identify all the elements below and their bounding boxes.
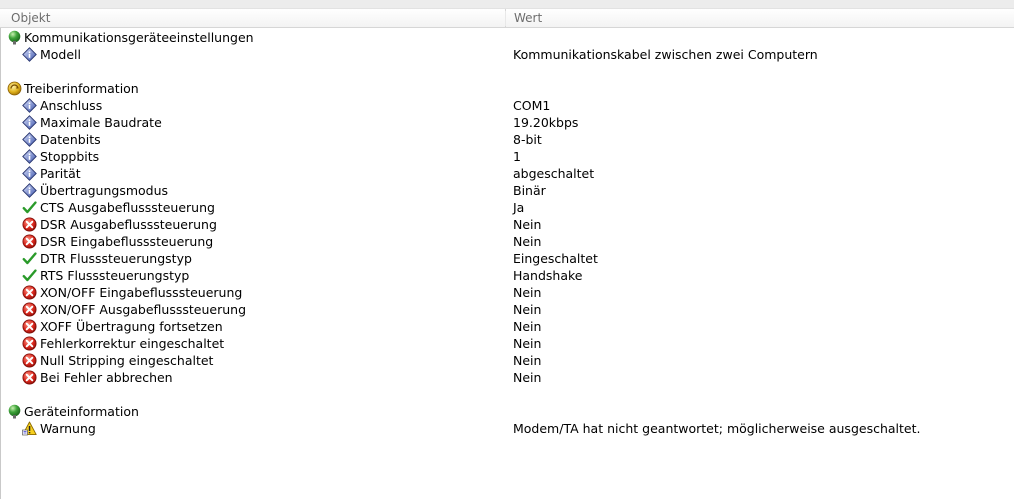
item-label: Modell [40,47,82,62]
item-value: Nein [513,285,542,300]
item-value: Handshake [513,268,583,283]
info-diamond-icon [22,47,37,62]
item-value: COM1 [513,98,551,113]
driver-icon [7,81,22,96]
item-label: Fehlerkorrektur eingeschaltet [40,336,225,351]
list-item[interactable] [0,301,1014,318]
item-label: XON/OFF Ausgabeflusssteuerung [40,302,247,317]
list-item[interactable] [0,131,1014,148]
info-diamond-icon [22,183,37,198]
item-value: Ja [513,200,525,215]
item-value: Nein [513,234,542,249]
item-value: Kommunikationskabel zwischen zwei Computern [513,47,818,62]
item-value: 8-bit [513,132,542,147]
item-value: Modem/TA hat nicht geantwortet; möglicherweise ausgeschaltet. [513,421,921,436]
value-cell [513,318,541,335]
item-label: Stoppbits [40,149,100,164]
info-diamond-icon [22,149,37,164]
info-diamond-icon [22,98,37,113]
value-cell [513,46,818,63]
list-item[interactable] [0,250,1014,267]
value-cell [513,182,546,199]
list-header [0,8,1014,28]
properties-list [0,29,1014,437]
info-diamond-icon [22,132,37,147]
value-cell [513,250,598,267]
value-cell [513,199,524,216]
group-row[interactable] [0,403,1014,420]
item-label: Bei Fehler abbrechen [40,370,173,385]
group-row[interactable] [0,29,1014,46]
column-header-value[interactable]: Wert [514,11,543,25]
list-item[interactable] [0,114,1014,131]
list-item[interactable] [0,148,1014,165]
group-spacer [0,63,1014,80]
item-value: Binär [513,183,546,198]
error-x-icon [22,302,37,317]
error-x-icon [22,336,37,351]
group-label: Treiberinformation [24,81,139,96]
green-ball-icon [7,404,22,419]
item-label: DSR Ausgabeflusssteuerung [40,217,217,232]
item-value: Nein [513,302,542,317]
item-label: DSR Eingabeflusssteuerung [40,234,214,249]
value-cell [513,420,920,437]
value-cell [513,131,542,148]
group-label: Kommunikationsgeräteeinstellungen [24,30,254,45]
item-value: abgeschaltet [513,166,595,181]
group-label: Geräteinformation [24,404,139,419]
error-x-icon [22,353,37,368]
item-label: XOFF Übertragung fortsetzen [40,319,223,334]
item-label: Datenbits [40,132,101,147]
item-value: Nein [513,370,542,385]
list-item[interactable] [0,335,1014,352]
value-cell [513,369,541,386]
item-label: CTS Ausgabeflusssteuerung [40,200,215,215]
value-cell [513,97,550,114]
value-cell [513,267,583,284]
list-item[interactable] [0,284,1014,301]
item-label: Übertragungsmodus [40,183,169,198]
list-item[interactable] [0,182,1014,199]
value-cell [513,148,521,165]
item-label: Maximale Baudrate [40,115,162,130]
error-x-icon [22,234,37,249]
item-label: DTR Flusssteuerungstyp [40,251,192,266]
column-header-object[interactable]: Objekt [0,9,506,28]
list-item[interactable] [0,199,1014,216]
item-label: XON/OFF Eingabeflusssteuerung [40,285,243,300]
item-value: Nein [513,336,542,351]
list-item[interactable] [0,420,1014,437]
item-label: Warnung [40,421,96,436]
list-item[interactable] [0,97,1014,114]
item-label: RTS Flusssteuerungstyp [40,268,190,283]
warning-icon [22,421,37,436]
value-cell [513,216,541,233]
check-icon [22,200,37,215]
item-label: Null Stripping eingeschaltet [40,353,214,368]
window-top-strip [0,0,1014,8]
check-icon [22,268,37,283]
list-item[interactable] [0,352,1014,369]
error-x-icon [22,370,37,385]
error-x-icon [22,217,37,232]
value-cell [513,284,541,301]
green-ball-icon [7,30,22,45]
item-value: 1 [513,149,521,164]
list-item[interactable] [0,267,1014,284]
item-label: Parität [40,166,81,181]
list-item[interactable] [0,46,1014,63]
value-cell [513,335,541,352]
list-item[interactable] [0,165,1014,182]
item-value: Nein [513,217,542,232]
item-value: Nein [513,353,542,368]
info-diamond-icon [22,166,37,181]
group-spacer [0,386,1014,403]
item-value: Nein [513,319,542,334]
item-label: Anschluss [40,98,103,113]
info-diamond-icon [22,115,37,130]
list-item[interactable] [0,216,1014,233]
check-icon [22,251,37,266]
list-item[interactable] [0,233,1014,250]
value-cell [513,233,541,250]
item-value: Eingeschaltet [513,251,598,266]
error-x-icon [22,285,37,300]
value-cell [513,165,594,182]
list-item[interactable] [0,369,1014,386]
error-x-icon [22,319,37,334]
value-cell [513,114,578,131]
value-cell [513,352,541,369]
item-value: 19.20kbps [513,115,579,130]
group-row[interactable] [0,80,1014,97]
list-item[interactable] [0,318,1014,335]
value-cell [513,301,541,318]
